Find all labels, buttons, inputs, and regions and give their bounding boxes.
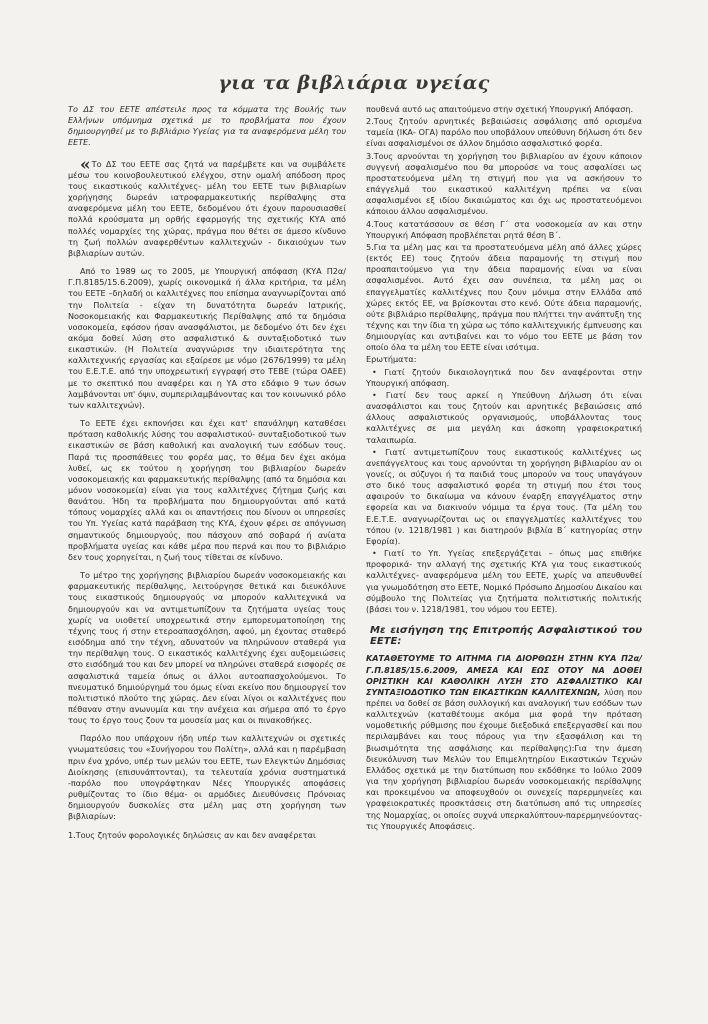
paragraph-4: Το μέτρο της χορήγησης βιβλιαρίου δωρεάν νοσοκομειακής και φαρμακευτικής περίθαλψης, λειτούργησε θετικά και διευκόλυνε τους εικαστικούς δημιουργούς να μπορούν καλλιτεχνικά να δημιουργούν και να αντιμετωπίζουν τα ζητήματα υγείας τους χωρίς να υιοθετεί υποχρεωτικά στην εμπορευματοποίηση της τέχνης τους ή στην ετεροαπασχόληση, αφού, μη έχοντας σταθερό εισόδημα από την τέχνη, αδυνατούν να πληρώνουν σταθερά για την περίθαλψη τους. Ο εικαστικός καλλιτέχνης έχει αυξομειώσεις στο εισόδημά του και δεν μπορεί να πληρώνει σταθερά εισφορές σε ασφαλιστικά ταμεία όπως οι άλλοι αυτοαπασχολούμενοι. Το πνευματικό δημιούργημά του όμως είναι εκείνο που δημιουργεί τον πολιτιστικό πλούτο της χώρας. Δεν είναι λίγοι οι καλλιτέχνες που πέθαναν στην ανωνυμία και την ανέχεια και σήμερα από το έργο τους το έργο τους ζουν τα μουσεία μας και οι πινακοθήκες. <box>68 570 346 726</box>
numbered-list <box>366 116 642 353</box>
question-item: • Γιατί δεν τους αρκεί η Υπεύθυνη Δήλωση ότι είναι ανασφάλιστοι και τους ζητούν και αρνητικές βεβαιώσεις από άλλους ασφαλιστικούς οργανισμούς, υποβάλλοντας τους καλλιτέχνες σε μια μεγάλη και άσκοπη γραφειοκρατική ταλαιπωρία. <box>366 389 642 445</box>
list-item: 1.Τους ζητούν φορολογικές δηλώσεις αν και δεν αναφέρεται <box>68 829 316 840</box>
right-column <box>366 104 642 839</box>
proposal-paragraph <box>366 653 642 832</box>
proposal-text: λύση που πρέπει να δοθεί σε βάση συλλογική και αναλογική των εσόδων των καλλιτεχνών (καταθέτουμε ακόμα μια φορά την πρόταση νομοθετικής ρύθμισης που έχουμε διεξοδικά επεξεργασθεί και που περιλαμβάνει και τους πόρους για την εξασφάλιση και τη βιωσιμότητα της ασφάλισης και περίθαλψης):Για την άμεση διευκόλυνση των Μελών του Επιμελητηρίου Εικαστικών Τεχνών Ελλάδος σχετικά με την διατύπωση που εκδόθηκε το Ιούλιο 2009 για την χορήγηση βιβλιαρίου δωρεάν νοσοκομειακής περίθαλψης και προκειμένου να αποφευχθούν οι συνεχείς παρερμηνείες και γραφειοκρατικές προσκτάσεις στη διατύπωση από τις υπηρεσίες της Νομαρχίας, οι οποίες συχνά υπερκαλύπτουν-παρερμηνεύοντας-τις Υπουργικές Αποφάσεις. <box>366 686 643 831</box>
opening-quote-mark: « <box>80 154 91 175</box>
numbered-list-start <box>68 830 346 841</box>
paragraph-1-text: Το ΔΣ του ΕΕΤΕ σας ζητά να παρέμβετε και να συμβάλετε μέσω του κοινοβουλευτικού ελέγχου, στην ομαλή απόδοση προς τους εικαστικούς καλλιτέχνες- μέλη του ΕΕΤΕ των βιβλιαρίων χορήγησης δωρεάν ιατροφαρμακευτικής περίθαλψης στα αναφερόμενα μέλη του ΕΕΤΕ, δεδομένου ότι έχουν παρουσιασθεί πολλά κρούσματα μη ορθής εφαρμογής της σχετικής ΚΥΑ από πολλές νομαρχίες της χώρας, πράγμα που θέτει σε άμεσο κίνδυνο τη ζωή πολλών αναφερθέντων καλλιτεχνών - δικαιούχων των βιβλιαρίων αυτών. <box>68 158 346 258</box>
paragraph-2: Από το 1989 ως το 2005, με Υπουργική απόφαση (ΚΥΑ Π2α/Γ.Π.8185/15.6.2009), χωρίς οικονομικά ή άλλα κριτήρια, τα μέλη του ΕΕΤΕ –δηλαδή οι καλλιτέχνες που επίσημα αναγνωρίζονται από την Πολιτεία - είχαν τη δυνατότητα δωρεάν Ιατρικής, Νοσοκομειακής και Φαρμακευτικής Περίθαλψης από τα δημόσια νοσοκομεία, εφόσον ήσαν ανασφάλιστοι, με δεδομένο ότι δεν έχει ακόμα δοθεί λύση στο ασφαλιστικό & συνταξιοδοτικό των εικαστικών. (Η Πολιτεία αναγνώρισε την ιδιαιτερότητα της καλλιτεχνικής εργασίας και εξαίρεσε με νόμο (2676/1999) τα μέλη του Ε.Ε.Τ.Ε. από την υποχρεωτική εγγραφή στο ΤΕΒΕ (τώρα ΟΑΕΕ) με το σκεπτικό που αναφέρει και η ΥΑ στο εδάφιο 9 των όσων λαμβάνονται υπ' όψιν, συμπεριλαμβάνοντας και τον κοινωνικό ρόλο των καλλιτεχνών). <box>68 266 346 410</box>
list-item: 2.Τους ζητούν αρνητικές βεβαιώσεις ασφάλισης από ορισμένα ταμεία (ΙΚΑ- ΟΓΑ) παρόλο που υποβάλουν υπεύθυνη δήλωση ότι δεν είναι ασφαλισμένοι σε άλλον δημόσιο ασφαλιστικό φορέα. <box>366 116 642 149</box>
list-item-continuation: πουθενά αυτό ως απαιτούμενο στην σχετική Υπουργική Απόφαση. <box>366 104 634 114</box>
paragraph-5: Παρόλο που υπάρχουν ήδη υπέρ των καλλιτεχνών οι σχετικές γνωματεύσεις του «Συνήγορου του Πολίτη», αλλά και η παρέμβαση πριν ένα χρόνο, υπέρ των μελών του ΕΕΤΕ, των Ελεγκτών Δημόσιας Διοίκησης (επισυνάπτονται), τα τελευταία χρόνια συστηματικά -παρόλο που υπογράφτηκαν Νέες Υπουργικές αποφάσεις ρυθμίζοντας το ίδιο θέμα- οι αρμόδιες Διευθύνσεις Πρόνοιας δημιουργούν δυσκολίες στα μέλη μας στη χορήγηση των βιβλιαρίων: <box>68 733 346 822</box>
intro-paragraph: Το ΔΣ του ΕΕΤΕ απέστειλε προς τα κόμματα της Βουλής των Ελλήνων υπόμνημα σχετικά με το προβλήματα που έχουν δημιουργηθεί με το βιβλιάριο Υγείας για τα αναφερόμενα μέλη του ΕΕΤΕ. <box>68 104 346 148</box>
questions-label: Ερωτήματα: <box>366 354 417 365</box>
paragraph-3: Το ΕΕΤΕ έχει εκπονήσει και έχει κατ' επανάληψη καταθέσει πρόταση καθολικής λύσης του ασφαλιστικού- συνταξιοδοτικού των εικαστικών σε βάση καθολική και αναλογική των εσόδων τους. Παρά τις προσπάθειες του φορέα μας, το θέμα δεν έχει ακόμα λυθεί, ως εκ τούτου η χορήγηση του βιβλιαρίου δωρεάν νοσοκομειακής και φαρμακευτικής περίθαλψης (από τα δημόσια και μόνον νοσοκομεία) είναι για τους καλλιτέχνες ζήτημα ζωής και θανάτου. Ήδη τα προβλήματα που δημιουργούνται από κατά τόπους νομαρχίες αλλά και οι απαντήσεις που δίνουν οι υπηρεσίες του Υπ. Υγείας κατά παράβαση της ΚΥΑ, έχουν φέρει σε απόγνωση σημαντικούς δημιουργούς, που πάσχουν από σοβαρά ή ανίατα προβλήματα υγείας και κάθε μέρα που περνά και που το βιβλιάριο δεν τους χορηγείται, η ζωή τους τίθεται σε κίνδυνο. <box>68 418 346 562</box>
left-column <box>68 104 346 842</box>
question-item: • Γιατί ζητούν δικαιολογητικά που δεν αναφέρονται στην Υπουργική απόφαση. <box>366 366 642 388</box>
list-item: 3.Τους αρνούνται τη χορήγηση του βιβλιαρίου αν έχουν κάποιον συγγενή ασφαλισμένο που θα μπορούσε να τους ασφαλίσει ως προστατευόμενα μέλη τη στιγμή που για να ασκήσουν το επάγγελμά του εικαστικού καλλιτέχνη πρέπει να είναι ασφαλισμένοι εξ ιδίου δικαιώματος και όχι ως προστατευόμενοι κάποιου άλλου ασφαλισμένου. <box>366 150 642 217</box>
question-item: • Γιατί αντιμετωπίζουν τους εικαστικούς καλλιτέχνες ως ανεπάγγελτους και τους αρνούνται τη χορήγηση βιβλιαρίου αν οι γονείς, οι σύζυγοι ή τα παιδιά τους μπορούν να τους υπαγάγουν στο δικό τους ασφαλιστικό φορέα τη στιγμή που έτσι τους αφαιρούν το δικαίωμα να κάνουν έναρξη επαγγέλματος στην εφορεία και να διακινούν νόμιμα τα έργα τους. (Τα μέλη του Ε.Ε.Τ.Ε. αναγνωρίζονται ως οι επαγγελματίες καλλιτέχνες του τόπου (ν. 1218/1981 ) και διατηρούν βιβλία Β΄ κατηγορίας στην Εφορία). <box>366 446 642 546</box>
list-item: 5.Για τα μέλη μας και τα προστατευόμενα μέλη από άλλες χώρες (εκτός ΕΕ) τους ζητούν άδεια παραμονής τη στιγμή που προαπαιτούμενο για την άδεια παραμονής είναι να είναι ασφαλισμένοι. Αυτό έχει σαν συνέπεια, τα μέλη μας οι επαγγελματίες καλλιτέχνες που ζουν μόνιμα στην Ελλάδα από χώρες εκτός ΕΕ, να βρίσκονται στο κενό. Ούτε άδεια παραμονής, ούτε βιβλιάριο περίθαλψης, πράγμα που πλήττει την ανάπτυξη της τέχνης και την ίδια τη χώρα ως τόπο καλλιτεχνικής έμπνευσης και δημιουργίας και αντιβαίνει και το νόμο του ΕΕΤΕ με βάση τον οποίο όλα τα μέλη του ΕΕΤΕ είναι ισότιμα. <box>366 241 642 353</box>
question-item: • Γιατί το Υπ. Υγείας επεξεργάζεται – όπως μας επιθήκε προφορικά- την αλλαγή της σχετικής ΚΥΑ για τους εικαστικούς καλλιτέχνες- αναφερόμενα μέλη του ΕΕΤΕ, χωρίς να απευθυνθεί για γνωμοδότηση στο ΕΕΤΕ, Νομικό Πρόσωπο Δημοσίου Δικαίου και σύμβουλο της Πολιτείας για ζητήματα πολιτιστικής πολιτικής (βάσει του ν. 1218/1981, του νόμου του ΕΕΤΕ). <box>366 548 643 614</box>
questions-list <box>366 367 642 615</box>
proposal-caps: ΚΑΤΑΘΕΤΟΥΜΕ ΤΟ ΑΙΤΗΜΑ ΓΙΑ ΔΙΟΡΘΩΣΗ ΣΤΗΝ ΚΥΑ Π2α/Γ.Π.8185/15.6.2009, ΑΜΕΣΑ ΚΑΙ ΕΩΣ ΟΤΟΥ ΝΑ ΔΟΘΕΙ ΟΡΙΣΤΙΚΗ ΚΑΙ ΚΑΘΟΛΙΚΗ ΛΥΣΗ ΣΤΟ ΑΣΦΑΛΙΣΤΙΚΟ ΚΑΙ ΣΥΝΤΑΞΙΟΔΟΤΙΚΟ ΤΩΝ ΕΙΚΑΣΤΙΚΩΝ ΚΑΛΛΙΤΕΧΝΩΝ, <box>366 653 642 697</box>
page-title: για τα βιβλιάρια υγείας <box>218 72 490 94</box>
paragraph-1 <box>68 154 346 259</box>
list-item: 4.Τους κατατάσσουν σε θέση Γ΄ στα νοσοκομεία αν και στην Υπουργική Απόφαση προβλέπεται ρητά θέση Β΄. <box>366 218 642 240</box>
committee-subheading: Με εισήγηση της Επιτροπής Ασφαλιστικού του ΕΕΤΕ: <box>370 625 642 648</box>
